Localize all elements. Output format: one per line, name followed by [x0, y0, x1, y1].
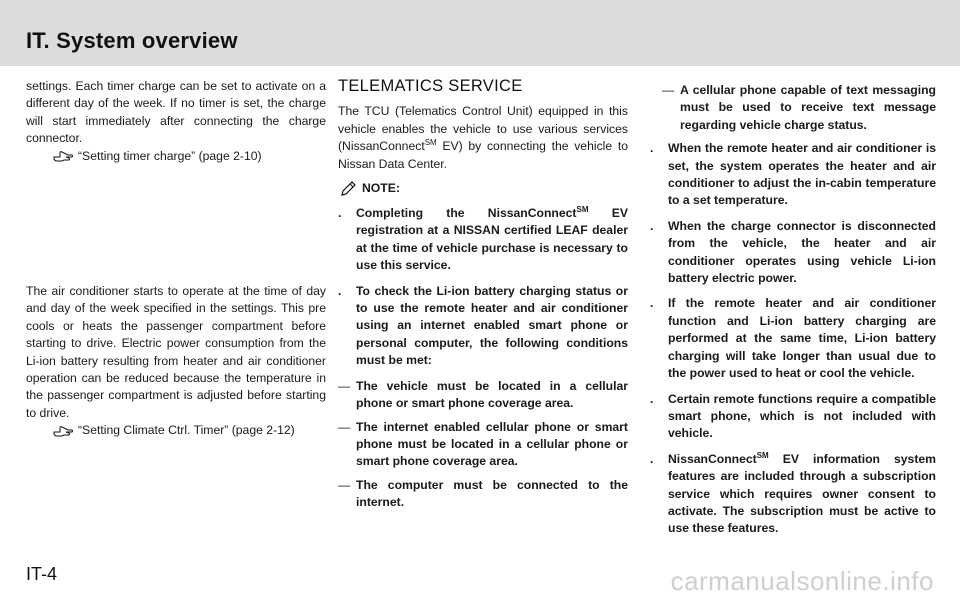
sub-list-item: — The computer must be connected to the internet.: [338, 477, 628, 510]
sub-list-item: — The internet enabled cellular phone or smart phone must be located in a cellular phone or smart phone coverage area.: [338, 419, 628, 469]
list-item: . When the remote heater and air conditioner is set, the system operates the heater and air conditioner to adjust the in-cabin temperature to a set temperature.: [650, 141, 936, 208]
list-item: . If the remote heater and air conditioner function and Li-ion battery charging are performed at the same time, Li-ion battery charging will take longer than usual due to the power used to heat or cool the vehicle.: [650, 296, 936, 381]
column-left: [26, 78, 326, 440]
note-pencil-icon: [338, 179, 358, 199]
note-block: [338, 179, 628, 199]
list-item: . When the charge connector is disconnected from the vehicle, the heater and air conditioner operates using vehicle Li-ion battery electric power.: [650, 218, 936, 286]
list-item: . Certain remote functions require a compatible smart phone, which is not included with vehicle.: [650, 391, 936, 441]
page-title: IT. System overview: [26, 28, 238, 53]
list-item: . To check the Li-ion battery charging status or to use the remote heater and air conditioner using an internet enabled smart phone or personal computer, the following conditions must be met:: [338, 283, 628, 368]
paragraph-climate-timer: The air conditioner starts to operate at the time of day and day of the week specified in the settings. This pre cools or heats the passenger compartment before starting to drive. Electric power consumption from the Li-ion battery resulting from heater and air conditioner operation can be reduced because the temperature in the passenger compartment is adjusted before starting to drive.: [26, 284, 326, 420]
note-label: NOTE:: [362, 181, 400, 196]
xref-label: “Setting Climate Ctrl. Timer” (page 2-12): [78, 423, 295, 438]
column-right: [650, 78, 936, 546]
pointing-hand-icon: [52, 424, 74, 438]
list-item: . Completing the NissanConnect℠ EV registration at a NISSAN certified LEAF dealer at the time of vehicle purchase is necessary to use this service.: [338, 204, 628, 273]
watermark: carmanualsonline.info: [670, 566, 934, 596]
pointing-hand-icon: [52, 149, 74, 163]
page-number: IT-4: [26, 564, 58, 584]
cross-reference-climate-timer[interactable]: [52, 422, 326, 439]
sub-list-item: — The vehicle must be located in a cellular phone or smart phone coverage area.: [338, 378, 628, 411]
paragraph-intro: The TCU (Telematics Control Unit) equipped in this vehicle enables the vehicle to use various services (NissanConnect℠ EV) by connecting the vehicle to Nissan Data Center.: [338, 104, 628, 171]
column-middle: [338, 78, 628, 518]
sub-list-item: — A cellular phone capable of text messaging must be used to receive text message regarding vehicle charge status.: [662, 83, 936, 132]
section-header: [0, 0, 960, 66]
section-heading: TELEMATICS SERVICE: [338, 77, 523, 95]
list-item: . NissanConnect℠ EV information system features are included through a subscription service which requires owner consent to activate. The subscription must be active to use these features.: [650, 450, 936, 536]
paragraph-timer-charge: settings. Each timer charge can be set to activate on a different day of the week. If no timer is set, the charge will start immediately after connecting the charge connector.: [26, 79, 326, 146]
xref-label: “Setting timer charge” (page 2-10): [78, 148, 262, 163]
cross-reference-timer-charge[interactable]: [52, 148, 326, 165]
